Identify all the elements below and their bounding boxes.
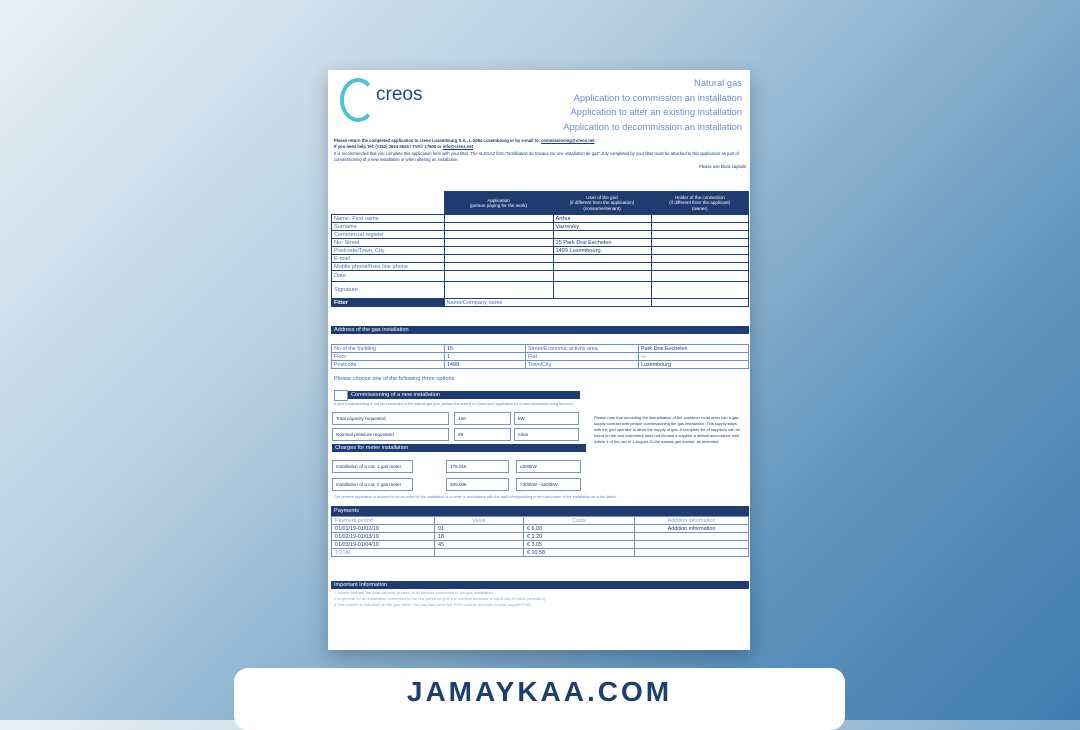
important-item: 2 In general for an installation connected to the low-pressure grid, the nominal pressure is equal the 20 mbar (standard)	[334, 596, 546, 601]
table-row	[332, 353, 749, 361]
charge1-label: Installation of a cat. 1 gas meter	[332, 460, 413, 473]
title-alter: Application to alter an existing installation	[570, 106, 742, 117]
holder-cell[interactable]	[651, 223, 749, 231]
applicant-cell[interactable]	[444, 239, 553, 247]
applicant-cell[interactable]	[444, 282, 553, 299]
costs-header: Costs	[524, 517, 635, 525]
commissioning-checkbox[interactable]	[334, 390, 348, 401]
fitter-name-field[interactable]: Name/Company name	[444, 299, 651, 307]
intro-line-2: If you need help Tel: (+352) 2624-2624 / TVA© 17600 or	[334, 144, 443, 150]
grid-user-cell[interactable]: 15 Park Drai Eechelen	[553, 239, 651, 247]
row-label: Town/City	[526, 361, 639, 369]
addition-info-header: Addition information	[635, 517, 749, 525]
payment-period-header: Payment period	[332, 517, 435, 525]
table-row	[332, 541, 749, 549]
applicant-table	[331, 191, 749, 307]
connection-subnote: If your house/building is not yet connected to the natural gas grid, please first submit to Creos your application for a new connection using the form	[334, 402, 573, 406]
charge2-label: Installation of a cat. 2 gas meter	[332, 478, 413, 491]
row-label: E-mail	[332, 255, 445, 263]
payment-cost-cell: € 3.05	[524, 541, 635, 549]
row-label: Name- First name	[332, 215, 445, 223]
row-label: Date	[332, 271, 445, 282]
payments-table	[331, 516, 749, 557]
applicant-cell[interactable]	[444, 255, 553, 263]
row-label: Flat	[526, 353, 639, 361]
row-label: Signature	[332, 282, 445, 299]
table-row	[332, 525, 749, 533]
important-list	[334, 590, 744, 608]
form-titles	[482, 76, 742, 134]
applicant-cell[interactable]	[444, 215, 553, 223]
grid-user-cell[interactable]	[553, 231, 651, 239]
table-row	[332, 263, 749, 271]
table-row	[332, 231, 749, 239]
payment-period-cell: 01/01/19-01/02/19	[332, 525, 435, 533]
charge2-range: >300kW - ≤600kW	[516, 478, 581, 491]
title-commission: Application to commission an installation	[573, 91, 742, 103]
value-header: Value	[435, 517, 524, 525]
holder-cell[interactable]	[651, 255, 749, 263]
block-capitals-note: Please use block capitals	[698, 163, 746, 169]
creos-logo-text: creos	[376, 84, 423, 105]
holder-cell[interactable]	[651, 271, 749, 282]
payment-cost-cell: € 6.00	[524, 525, 635, 533]
payments-section-header: Payments	[331, 506, 749, 516]
title-natural-gas: Natural gas	[694, 77, 742, 88]
address-value-cell[interactable]: Luxembourg	[639, 361, 749, 369]
payment-value-cell: 18	[435, 533, 524, 541]
application-form-document	[328, 70, 750, 650]
table-row	[332, 215, 749, 223]
address-value-cell[interactable]: ---	[639, 353, 749, 361]
payment-info-cell: Addition information	[635, 525, 749, 533]
charge1-range: ≤300kW	[516, 460, 581, 473]
important-item: 3 The number is indicated on the gas meter. You can also enter the POD number you find on your supplier's bill.	[334, 602, 532, 607]
payment-period-cell: 01/03/19-01/04/19	[332, 541, 435, 549]
fitter-row	[332, 299, 749, 307]
order-footnote: The present application is deemed to be an order for the installation of a meter in accordance with the tariff corresponding to the total power of the installation as in the labels	[334, 495, 616, 499]
holder-cell[interactable]	[651, 231, 749, 239]
row-label: Commercial register	[332, 231, 445, 239]
creos-logo-icon	[340, 78, 376, 122]
intro-line-3: It is recommended that you complete this application form with your fitter. The ALEGAZ form "Notification de travaux sur une installation de gaz" duly completed by your fitter must be attached to this application as part of commissioning of a new installation or when altering an installation.	[334, 150, 739, 163]
total-row	[332, 549, 749, 557]
info-email-link[interactable]: info@creos.net	[442, 144, 474, 150]
important-item: 1 Please indicate the total capacity (power) of all devices connected to the gas installation.	[334, 590, 494, 595]
row-label: Mobile phone/fixes line phone	[332, 263, 445, 271]
table-row	[332, 223, 749, 231]
grid-user-cell[interactable]	[553, 282, 651, 299]
table-row	[332, 345, 749, 353]
site-footer-banner	[234, 668, 845, 730]
payment-value-cell: 45	[435, 541, 524, 549]
grid-user-cell[interactable]	[553, 255, 651, 263]
address-table	[331, 344, 749, 369]
table-row	[332, 239, 749, 247]
pressure-input[interactable]: 25	[454, 428, 511, 441]
applicant-cell[interactable]	[444, 247, 553, 255]
table-row	[332, 271, 749, 282]
pressure-label: Nominal pressure requested	[332, 428, 449, 441]
address-value-cell[interactable]: 15	[445, 345, 526, 353]
payment-cost-cell: € 1.20	[524, 533, 635, 541]
payment-info-cell	[635, 533, 749, 541]
holder-cell[interactable]	[651, 215, 749, 223]
grid-user-cell[interactable]	[553, 263, 651, 271]
table-row	[332, 247, 749, 255]
applicant-cell[interactable]	[444, 231, 553, 239]
charge1-value: 175.01€	[446, 460, 509, 473]
table-row	[332, 282, 749, 299]
fitter-extra-cell[interactable]	[651, 299, 749, 307]
commissioning-email-link[interactable]: commissioning@creos.net	[541, 138, 595, 143]
total-label: TOTAL	[332, 549, 435, 557]
header-connection-holder: Holder of the connection (if different from the applicant) (owner)	[651, 192, 749, 215]
address-value-cell[interactable]: Park Drai Eechelen	[639, 345, 749, 353]
title-decommission: Application to decommission an installation	[563, 120, 742, 132]
table-row	[332, 255, 749, 263]
row-label: Surname	[332, 223, 445, 231]
header-applicant: Application (person paying for the work)	[444, 192, 553, 215]
fitter-label: Fitter	[332, 299, 445, 307]
applicant-cell[interactable]	[444, 223, 553, 231]
intro-text	[334, 138, 746, 170]
charges-section-header: Charges for meter installation	[332, 444, 586, 452]
payment-info-cell	[635, 541, 749, 549]
row-label: Postcode	[332, 361, 445, 369]
holder-cell[interactable]	[651, 247, 749, 255]
grid-user-cell[interactable]: Arthur	[553, 215, 651, 223]
address-value-cell[interactable]: 1	[445, 353, 526, 361]
pressure-unit: mbar	[514, 428, 579, 441]
grid-user-cell[interactable]: 1499 Luxembourg	[553, 247, 651, 255]
row-label: Street/Economic activity area	[526, 345, 639, 353]
applicant-cell[interactable]	[444, 263, 553, 271]
table-row	[332, 533, 749, 541]
creos-logo	[340, 76, 430, 126]
holder-cell[interactable]	[651, 282, 749, 299]
charge2-value: 285.00€	[446, 478, 509, 491]
capacity-label: Total capacity requested	[332, 412, 449, 425]
holder-cell[interactable]	[651, 239, 749, 247]
table-row	[332, 361, 749, 369]
choose-option-note: Please choose one of the following three options	[334, 376, 455, 382]
grid-user-cell[interactable]	[553, 271, 651, 282]
row-label: Floor	[332, 353, 445, 361]
payment-period-cell: 01/02/19-01/03/19	[332, 533, 435, 541]
commissioning-section-header: Commissioning of a new installation	[348, 391, 580, 399]
grid-user-cell[interactable]: Vazovsky	[553, 223, 651, 231]
capacity-unit: kW	[514, 412, 579, 425]
address-value-cell[interactable]: 1499	[445, 361, 526, 369]
important-section-header: Important Information	[331, 581, 749, 589]
supplier-note: Please note that according the liberalisation of the customer must enter into a gas supply contract with people commissioning the gas installation. This supply stays with the grid operator to allow the supply of gas. A complete list of suppliers can be found on the and customers does not choose a supplier a default accordance with Article 4 of the law of 1 August 20 the natural gas market, as amended.	[594, 415, 741, 444]
row-label: No of the building	[332, 345, 445, 353]
payment-value-cell: 91	[435, 525, 524, 533]
row-label: Postcode/Town, City	[332, 247, 445, 255]
capacity-input[interactable]: 140	[454, 412, 511, 425]
header-grid-user: User of the grid (if different from the application) (consumer/tenant)	[553, 192, 651, 215]
holder-cell[interactable]	[651, 263, 749, 271]
total-value: € 10.58	[524, 549, 635, 557]
address-section-header: Address of the gas installation	[331, 326, 749, 334]
applicant-cell[interactable]	[444, 271, 553, 282]
site-watermark: JAMAYKAA.COM	[406, 676, 673, 707]
row-label: No- Street	[332, 239, 445, 247]
intro-line-1: Please return the completed application to creos Luxembourg S.A., L-2084 Luxembourg or by e-mail to:	[334, 138, 542, 143]
